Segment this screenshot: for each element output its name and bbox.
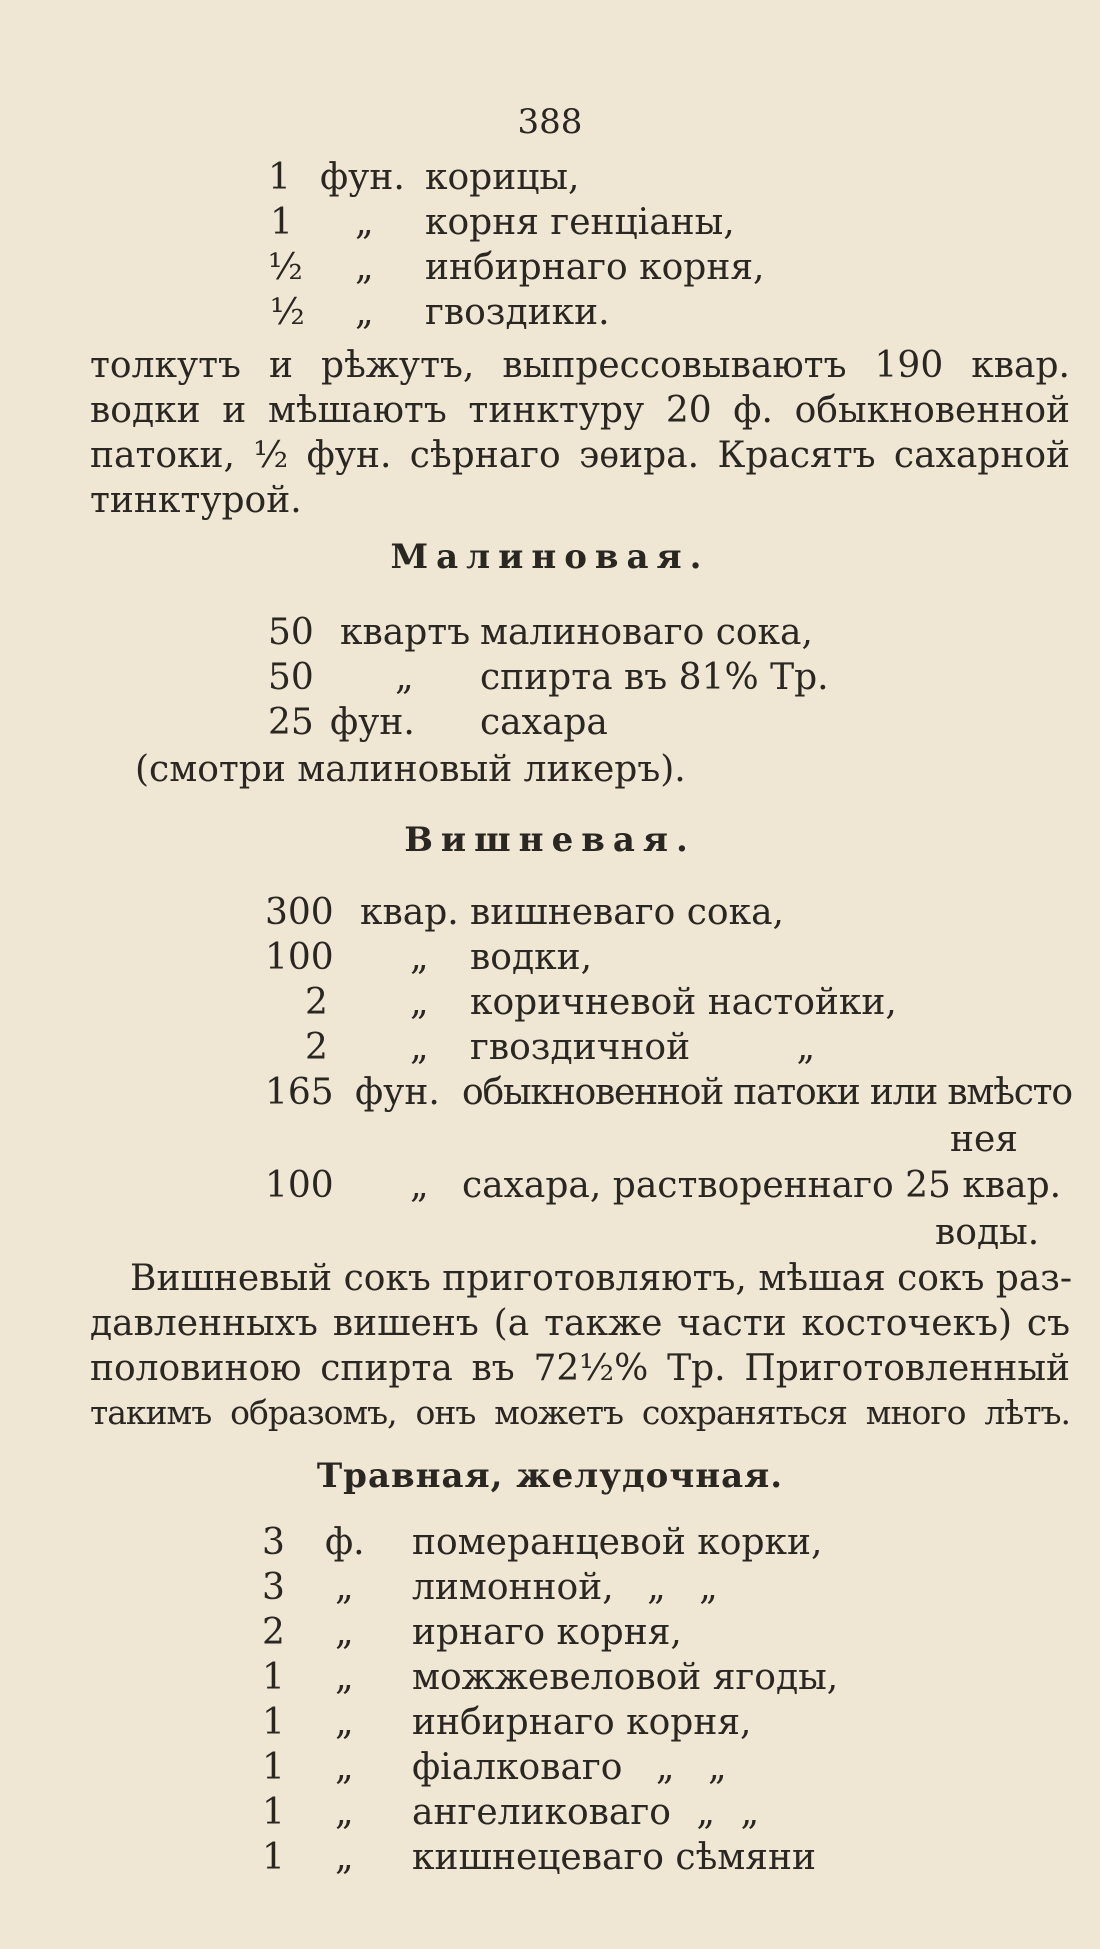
paragraph-line: половиною спирта въ 72½% Тр. Приготовленный bbox=[90, 1348, 1070, 1389]
row-unit: „ bbox=[335, 1657, 354, 1698]
row-item: вишневаго сока, bbox=[470, 892, 784, 933]
row-item: малиноваго сока, bbox=[480, 612, 813, 653]
row-unit: „ bbox=[410, 982, 429, 1023]
row-item: инбирнаго корня, bbox=[412, 1702, 752, 1743]
row-qty: 1 bbox=[262, 1747, 285, 1788]
row-item: водки, bbox=[470, 937, 593, 978]
paragraph-line: такимъ образомъ, онъ можетъ сохраняться много лѣтъ. bbox=[90, 1393, 1070, 1432]
row-item: спирта въ 81% Тр. bbox=[480, 657, 829, 698]
row-unit: фун. bbox=[355, 1072, 440, 1113]
row-item: обыкновенной патоки или вмѣсто bbox=[462, 1072, 1072, 1113]
row-qty: 2 bbox=[262, 1612, 285, 1653]
row-item: кишнецеваго сѣмяни bbox=[412, 1837, 816, 1878]
row-qty: 1 bbox=[268, 157, 291, 198]
section-heading-vishnevaya: Вишневая. bbox=[404, 820, 696, 860]
row-unit: „ bbox=[335, 1792, 354, 1833]
row-continuation: нея bbox=[950, 1119, 1019, 1160]
row-qty: ½ bbox=[270, 292, 305, 333]
row-qty: 100 bbox=[265, 937, 334, 978]
paragraph-line: Вишневый сокъ приготовляютъ, мѣшая сокъ раз- bbox=[130, 1258, 1073, 1299]
section-heading-malinovaya: Малиновая. bbox=[390, 537, 710, 577]
paragraph-line: тинктурой. bbox=[90, 480, 302, 521]
row-qty: 1 bbox=[262, 1702, 285, 1743]
row-unit: „ bbox=[355, 292, 374, 333]
row-qty: 3 bbox=[262, 1567, 285, 1608]
row-qty: 1 bbox=[262, 1792, 285, 1833]
row-unit: „ bbox=[335, 1837, 354, 1878]
row-unit: фун. bbox=[320, 157, 405, 198]
row-unit: „ bbox=[355, 202, 374, 243]
row-item: ирнаго корня, bbox=[412, 1612, 682, 1653]
row-unit: фун. bbox=[330, 702, 415, 743]
row-qty: 1 bbox=[262, 1657, 285, 1698]
row-qty: 300 bbox=[265, 892, 334, 933]
row-item: корня генціаны, bbox=[425, 202, 735, 243]
row-qty: 2 bbox=[305, 1027, 328, 1068]
paragraph-line: давленныхъ вишенъ (а также части косточекъ) съ bbox=[90, 1303, 1070, 1344]
row-qty: 50 bbox=[268, 657, 314, 698]
paragraph-line: водки и мѣшаютъ тинктуру 20 ф. обыкновенной bbox=[90, 390, 1070, 431]
row-qty: 50 bbox=[268, 612, 314, 653]
section-heading-travnaya: Травная, желудочная. bbox=[316, 1456, 784, 1496]
row-unit: квартъ bbox=[340, 612, 471, 653]
row-qty: ½ bbox=[268, 247, 303, 288]
row-qty: 100 bbox=[265, 1165, 334, 1206]
row-unit: „ bbox=[335, 1747, 354, 1788]
row-unit: „ bbox=[335, 1702, 354, 1743]
row-unit: „ bbox=[335, 1567, 354, 1608]
row-qty: 165 bbox=[265, 1072, 334, 1113]
page-number: 388 bbox=[517, 102, 583, 142]
row-unit: ф. bbox=[325, 1522, 365, 1563]
row-item: коричневой настойки, bbox=[470, 982, 897, 1023]
row-unit: „ bbox=[410, 937, 429, 978]
row-item: померанцевой корки, bbox=[412, 1522, 823, 1563]
row-item: ангеликоваго „ „ bbox=[412, 1792, 760, 1833]
row-unit: „ bbox=[335, 1612, 354, 1653]
row-qty: 1 bbox=[262, 1837, 285, 1878]
paragraph-line: патоки, ½ фун. сѣрнаго эѳира. Красятъ сахарной bbox=[90, 435, 1070, 476]
row-qty: 2 bbox=[305, 982, 328, 1023]
row-qty: 25 bbox=[268, 702, 314, 743]
row-item: инбирнаго корня, bbox=[425, 247, 765, 288]
row-unit: квар. bbox=[360, 892, 459, 933]
row-unit: „ bbox=[410, 1165, 429, 1206]
row-continuation: воды. bbox=[935, 1212, 1040, 1253]
row-item: сахара, раствореннаго 25 квар. bbox=[462, 1165, 1062, 1206]
row-item: корицы, bbox=[425, 157, 580, 198]
row-qty: 1 bbox=[270, 202, 293, 243]
row-unit: „ bbox=[395, 657, 414, 698]
row-item: гвоздичной „ bbox=[470, 1027, 816, 1068]
row-unit: „ bbox=[410, 1027, 429, 1068]
note-malinovaya: (смотри малиновый ликеръ). bbox=[135, 749, 686, 790]
row-item: лимонной, „ „ bbox=[412, 1567, 718, 1608]
row-item: можжевеловой ягоды, bbox=[412, 1657, 839, 1698]
row-item: сахара bbox=[480, 702, 608, 743]
row-item: гвоздики. bbox=[425, 292, 610, 333]
row-unit: „ bbox=[355, 247, 374, 288]
paragraph-line: толкутъ и рѣжутъ, выпрессовываютъ 190 квар. bbox=[90, 345, 1070, 386]
row-qty: 3 bbox=[262, 1522, 285, 1563]
row-item: фіалковаго „ „ bbox=[412, 1747, 727, 1788]
